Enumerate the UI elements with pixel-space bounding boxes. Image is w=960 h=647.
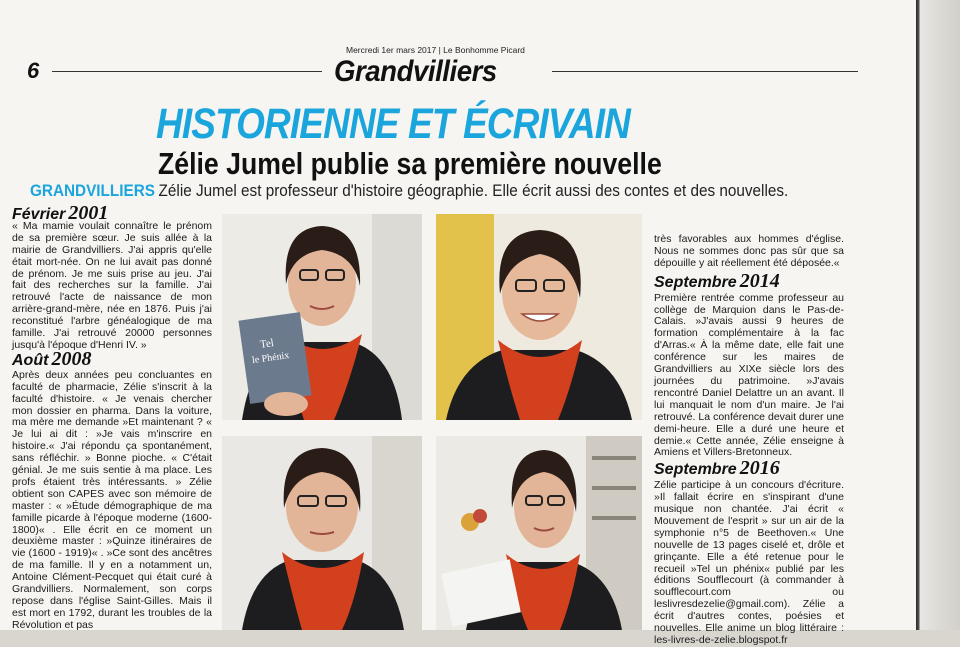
paragraph: Zélie participe à un concours d'écriture. »Il fallait écrire en s'inspirant d'une musique non chantée. J'ai écrit « Mouvement de l'esprit » sur un air de la symphonie n°5 de Beethoven.« Une nouvelle de 13 pages ciselé et, drôle et grinçante. Elle a été retenue pour le recueil »Tel un phénix« publié par les éditions Soufflecourt (à commander à soufflecourt.com ou leslivresdezelie@gmail.com). Zélie a écrit d'autres contes, poésies et nouvelles. Elle anime un blog littéraire : les-livres-de-zelie.blogspot.fr xyxy=(654,479,844,646)
dateline-city: GRANDVILLIERS xyxy=(30,181,155,200)
paragraph: Après deux années peu concluantes en faculté de pharmacie, Zélie s'inscrit à la faculté d'histoire. « Je venais chercher mon dossier en pharma. Dans la voiture, ma mère me demande »Et maintenant ? « Je lui ai dit : »Je vais m'inscrire en histoire.« J'ai répondu ça spontanément, sans réfléchir. » Bonne pioche. « C'était génial. Je me suis sentie à ma place. Les profs étaient très intéressants. » Zélie obtient son CAPES avec son mémoire de master : « »Étude démographique de ma famille picarde à l'époque moderne (1600-1800)« . Elle écrit en ce moment un deuxième master : »Quinze itinéraires de vie (1600 - 1919)« . »Ce sont des ancêtres de ma famille. Il y en a notamment un, Antoine Clément-Pecquet qui était curé à Grandvilliers. Normalement, son corps repose dans l'église Saint-Gilles. Mais il est mort en 1792, durant les troubles de la Révolution et pas xyxy=(12,368,212,631)
column-right xyxy=(654,234,844,647)
photo-holding-book xyxy=(222,214,422,420)
svg-text:le Phénix: le Phénix xyxy=(251,350,291,367)
paragraph: très favorables aux hommes d'église. Nous ne sommes donc pas sûr que sa dépouille y ait réellement été déposée.« xyxy=(654,233,844,269)
date-heading: Août 2008 xyxy=(12,347,92,370)
page-meta: Mercredi 1er mars 2017 | Le Bonhomme Picard xyxy=(346,45,525,55)
date-heading: Février 2001 xyxy=(12,202,109,224)
paragraph: « Ma mamie voulait connaître le prénom de sa première sœur. Je suis allée à la mairie de Grandvilliers. J'ai appris qu'elle était mort-née. On ne lui avait pas donné de prénom. Je me suis prise au jeu. J'ai fait des recherches sur la famille. J'ai retrouvé l'acte de naissance de mon arrière-grand-mère, née en 1876. Puis j'ai reconstitué l'arbre généalogique de ma famille. J'ai retrouvé 20000 personnes jusqu'à l'époque d'Henri IV. » xyxy=(12,219,212,351)
paragraph: Première rentrée comme professeur au collège de Marquion dans le Pas-de-Calais. »J'avais aussi 9 heures de formation complémentaire à la fac d'Arras.« À la même date, elle fait une conférence sur les maires de Grandvilliers au XIXe siècle lors des journées du patrimoine. »J'avais rencontré Daniel Delattre un an avant. Il lui manquait le nom d'un maire. Je l'ai retrouvé. La conférence devait durer une demi-heure. Elle a duré une heure et demie.« Cette année, Zélie enseigne à Amiens et Villers-Bretonneux. xyxy=(654,291,844,459)
page-number: 6 xyxy=(27,58,40,83)
photo-neutral xyxy=(222,436,422,630)
date-heading: Septembre 2014 xyxy=(654,269,780,292)
date-heading: Septembre 2016 xyxy=(654,457,780,480)
header-rule-left xyxy=(52,71,322,72)
section-title: Grandvilliers xyxy=(334,55,497,88)
photo-smiling xyxy=(436,214,642,420)
book-cover-text: Tel xyxy=(259,337,275,351)
article-lead xyxy=(30,181,804,201)
photo-with-book-shelf xyxy=(436,436,642,630)
header-rule-right xyxy=(552,71,858,72)
lead-text: Zélie Jumel est professeur d'histoire géographie. Elle écrit aussi des contes et des nouvelles. xyxy=(158,181,789,200)
column-left xyxy=(12,202,212,632)
article-title: Zélie Jumel publie sa première nouvelle xyxy=(158,146,662,181)
page-edge xyxy=(916,0,960,630)
article-kicker: HISTORIENNE ET ÉCRIVAIN xyxy=(156,100,631,148)
